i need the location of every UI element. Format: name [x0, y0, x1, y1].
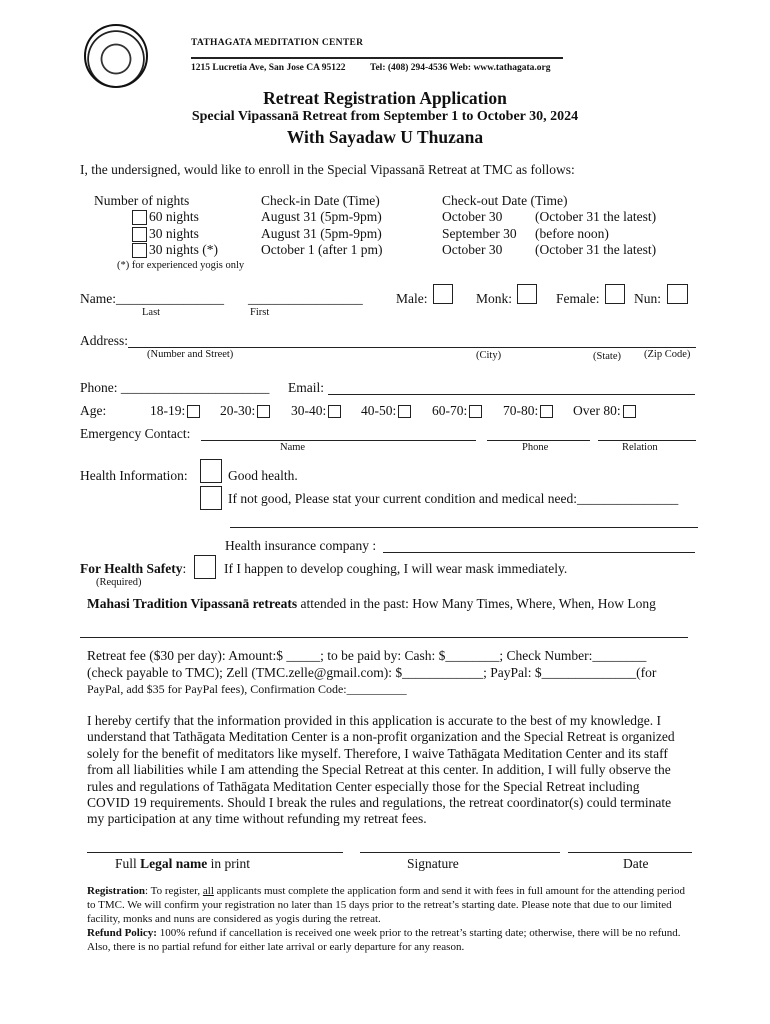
name-field[interactable]: Name:________________ — [80, 291, 224, 306]
age-label: Age: — [80, 403, 107, 418]
page-title: Retreat Registration Application — [263, 88, 507, 108]
good-health-text: Good health. — [228, 468, 298, 483]
checkbox-30-nights-experienced[interactable] — [132, 243, 147, 258]
required-note: (Required) — [96, 577, 142, 588]
certify-line: understand that Tathāgata Meditation Center is a non-profit organization and the Special Retreat is organized — [87, 729, 675, 744]
age-checkbox[interactable] — [257, 405, 270, 418]
age-option-over-80[interactable]: Over 80: — [573, 403, 636, 419]
certify-line: from all liabilities while I am attending the Special Retreat at this center. In addition, I will fully observe the — [87, 762, 671, 777]
age-checkbox[interactable] — [328, 405, 341, 418]
date-line[interactable] — [568, 852, 692, 853]
date-caption: Date — [623, 856, 649, 871]
street-label: (Number and Street) — [147, 349, 234, 360]
checkin-30-exp: October 1 (after 1 pm) — [261, 242, 383, 257]
fee-line-1[interactable]: Retreat fee ($30 per day): Amount:$ _____; to be paid by: Cash: $________; Check Number:________ — [87, 648, 647, 663]
age-checkbox[interactable] — [187, 405, 200, 418]
checkout-header: Check-out Date (Time) — [442, 193, 568, 208]
last-label: Last — [142, 307, 161, 318]
monk-checkbox[interactable] — [517, 284, 537, 304]
registration-note: Registration: To register, all applicants must complete the application form and send it with fees in full amount for the attending period — [87, 885, 685, 897]
health-label: Health Information: — [80, 468, 188, 483]
fee-line-2[interactable]: (check payable to TMC); Zell (TMC.zelle@gmail.com): $____________; PayPal: $______________(for — [87, 665, 657, 680]
certify-line: my participation at any time without refunding my retreat fees. — [87, 811, 427, 826]
age-checkbox[interactable] — [623, 405, 636, 418]
option-60-nights[interactable]: 60 nights — [132, 209, 199, 225]
emergency-relation-line[interactable] — [598, 440, 696, 441]
state-label: (State) — [593, 351, 621, 362]
first-label: First — [250, 307, 270, 318]
nun-label: Nun: — [634, 291, 661, 306]
emergency-name-line[interactable] — [201, 440, 476, 441]
age-option-18-19[interactable]: 18-19: — [150, 403, 200, 419]
checkin-30: August 31 (5pm-9pm) — [261, 226, 382, 241]
registration-note-line-2: to TMC. We will confirm your registration no later than 15 days prior to the retreat’s starting date. Please note that due to our limited — [87, 899, 672, 911]
checkbox-30-nights[interactable] — [132, 227, 147, 242]
refund-policy-line-2: Also, there is no partial refund for either late arrival or early departure for any reason. — [87, 941, 465, 953]
option-30-nights-experienced[interactable]: 30 nights (*) — [132, 242, 218, 258]
emergency-label: Emergency Contact: — [80, 426, 191, 441]
good-health-checkbox[interactable] — [200, 459, 222, 483]
zip-label: (Zip Code) — [644, 349, 691, 360]
age-option-30-40[interactable]: 30-40: — [291, 403, 341, 419]
age-option-60-70[interactable]: 60-70: — [432, 403, 482, 419]
teacher-name: With Sayadaw U Thuzana — [286, 127, 484, 147]
org-address: 1215 Lucretia Ave, San Jose CA 95122 — [191, 63, 346, 73]
address-line[interactable] — [128, 347, 696, 348]
nights-header: Number of nights — [94, 193, 190, 208]
not-good-text: If not good, Please stat your current condition and medical need:_______________ — [228, 491, 679, 506]
signature-line[interactable] — [360, 852, 560, 853]
checkin-60: August 31 (5pm-9pm) — [261, 209, 382, 224]
phone-field[interactable]: Phone: ______________________ — [80, 380, 270, 395]
latest-30-exp: (October 31 the latest) — [535, 242, 657, 257]
page-subtitle: Special Vipassanā Retreat from September 1 to October 30, 2024 — [191, 109, 579, 124]
email-label: Email: — [288, 380, 324, 395]
latest-60: (October 31 the latest) — [535, 209, 657, 224]
age-checkbox[interactable] — [540, 405, 553, 418]
email-line[interactable] — [328, 394, 695, 395]
schedule-footnote: (*) for experienced yogis only — [117, 260, 245, 271]
registration-note-line-3: facility, monks and nuns are considered as yogis during the retreat. — [87, 913, 381, 925]
age-option-40-50[interactable]: 40-50: — [361, 403, 411, 419]
org-contact: Tel: (408) 294-4536 Web: www.tathagata.org — [370, 63, 551, 73]
certify-line: solely for the benefit of meditators like myself. Therefore, I waive Tathāgata Meditation Center and its staff — [87, 746, 668, 761]
certify-line: COVID 19 requirements. Should I break the rules and regulations, the retreat coordinator(s) could terminate — [87, 795, 672, 810]
monk-label: Monk: — [476, 291, 513, 306]
safety-text: If I happen to develop coughing, I will wear mask immediately. — [224, 561, 568, 576]
legal-name-caption: Full Legal name in print — [115, 856, 251, 871]
org-name: TATHAGATA MEDITATION CENTER — [191, 38, 364, 48]
age-option-20-30[interactable]: 20-30: — [220, 403, 270, 419]
address-label: Address: — [80, 333, 128, 348]
emergency-relation-caption: Relation — [622, 442, 658, 453]
tmc-logo — [84, 24, 148, 88]
header-rule — [191, 57, 563, 59]
intro-text: I, the undersigned, would like to enroll in the Special Vipassanā Retreat at TMC as follows: — [80, 162, 575, 177]
first-name-field[interactable]: _________________ — [248, 291, 363, 306]
option-30-nights[interactable]: 30 nights — [132, 226, 199, 242]
male-checkbox[interactable] — [433, 284, 453, 304]
certify-line: rules and regulations of Tathāgata Meditation Center especially those for the Special Retreat including — [87, 779, 640, 794]
refund-policy: Refund Policy: 100% refund if cancellation is received one week prior to the retreat’s starting date; otherwise, there will be no refund. — [87, 927, 681, 939]
emergency-phone-caption: Phone — [522, 442, 549, 453]
condition-line[interactable] — [230, 527, 698, 528]
male-label: Male: — [396, 291, 428, 306]
latest-30: (before noon) — [535, 226, 609, 241]
checkbox-60-nights[interactable] — [132, 210, 147, 225]
age-checkbox[interactable] — [398, 405, 411, 418]
female-label: Female: — [556, 291, 600, 306]
legal-name-line[interactable] — [87, 852, 343, 853]
age-option-70-80[interactable]: 70-80: — [503, 403, 553, 419]
nun-checkbox[interactable] — [667, 284, 688, 304]
insurance-label: Health insurance company : — [225, 538, 377, 553]
female-checkbox[interactable] — [605, 284, 625, 304]
age-checkbox[interactable] — [469, 405, 482, 418]
checkout-60: October 30 — [442, 209, 503, 224]
city-label: (City) — [476, 350, 502, 361]
checkin-header: Check-in Date (Time) — [261, 193, 380, 208]
fee-line-3[interactable]: PayPal, add $35 for PayPal fees), Confirmation Code:__________ — [87, 682, 407, 696]
mahasi-line[interactable] — [80, 637, 688, 638]
certify-line: I hereby certify that the information provided in this application is accurate to the best of my knowledge. I — [87, 713, 661, 728]
safety-colon: : — [182, 561, 187, 576]
checkout-30: September 30 — [442, 226, 517, 241]
safety-checkbox[interactable] — [194, 555, 216, 579]
emergency-name-caption: Name — [280, 442, 306, 453]
checkout-30-exp: October 30 — [442, 242, 503, 257]
signature-caption: Signature — [407, 856, 459, 871]
mahasi-text: attended in the past: How Many Times, Where, When, How Long — [297, 596, 656, 611]
insurance-line[interactable] — [383, 552, 695, 553]
emergency-phone-line[interactable] — [487, 440, 590, 441]
mahasi-heading: Mahasi Tradition Vipassanā retreats — [87, 596, 298, 611]
safety-label: For Health Safety — [80, 561, 183, 576]
not-good-checkbox[interactable] — [200, 486, 222, 510]
